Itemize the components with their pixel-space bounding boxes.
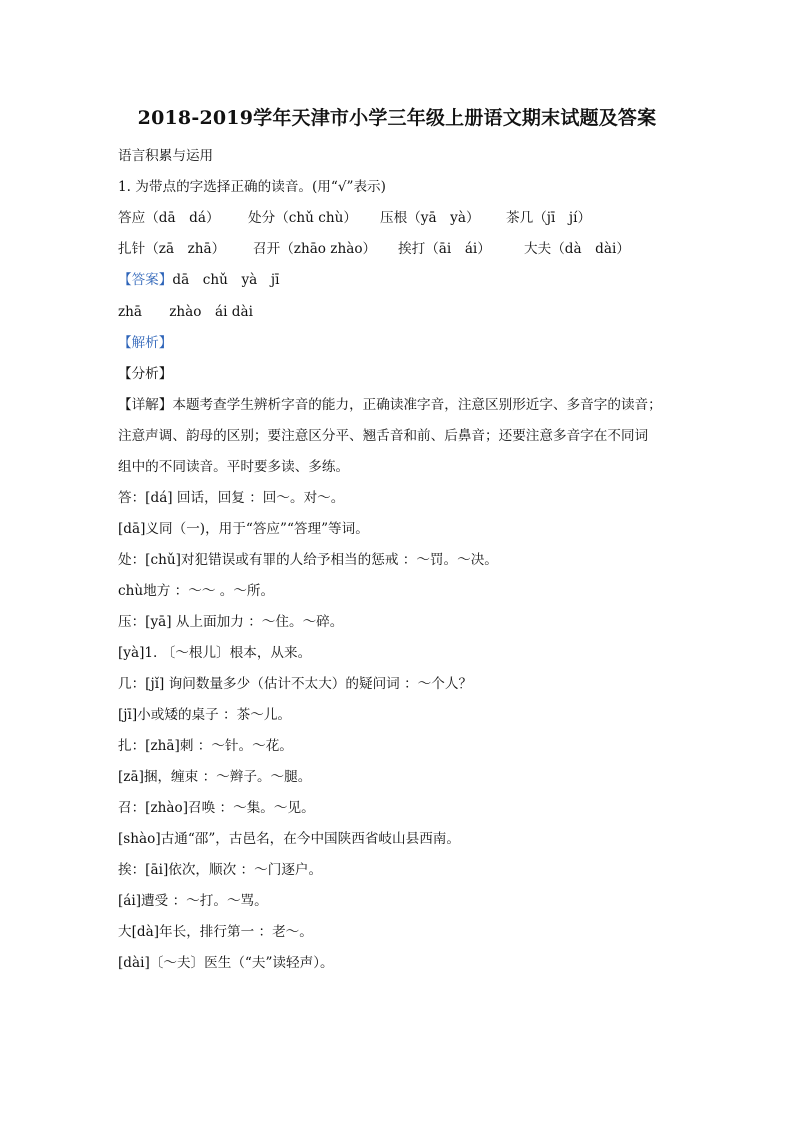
answer-label: 【答案】 [118, 272, 173, 288]
explanation-line: 召：[zhào]召唤 ：～集。～见。 [118, 800, 315, 816]
option-item: 答应（dā dá） [118, 210, 220, 226]
explanation-line: 答：[dá] 回话，回复 ：回～。对～。 [118, 490, 345, 506]
explanation-line: 几：[jǐ] 询问数量多少（估计不太大）的疑问词 ：～个人？ [118, 676, 473, 692]
explanation-line: [jī]小或矮的桌子 ：茶～儿。 [118, 707, 292, 723]
explanation-line: 扎：[zhā]刺 ：～针。～花。 [118, 738, 293, 754]
explanation-line: 大[dà]年长，排行第一 ：老～。 [118, 924, 313, 940]
explanation-line: chù地方 ：～～ 。～所。 [118, 583, 275, 599]
detail-line-1: 【详解】本题考查学生辨析字音的能力，正确读准字音，注意区别形近字、多音字的读音； [118, 397, 662, 413]
option-item: 处分（chǔ chù） [248, 210, 357, 226]
detail-label: 【详解】 [118, 397, 173, 413]
options-row-2 [118, 239, 630, 259]
document-title: 2018-2019学年天津市小学三年级上册语文期末试题及答案 [137, 107, 657, 129]
option-item: 压根（yā yà） [380, 210, 480, 226]
analysis-label: 【解析】 [118, 335, 173, 351]
section-heading: 语言积累与运用 [118, 148, 214, 164]
explanation-line: 压：[yā] 从上面加力 ：～住。～碎。 [118, 614, 344, 630]
detail-line-2: 注意声调、韵母的区别；要注意区分平、翘舌音和前、后鼻音；还要注意多音字在不同词 [118, 428, 649, 444]
options-row-1 [118, 208, 591, 228]
answer-line-2: zhā zhào ái dài [118, 304, 253, 320]
explanation-line: 处：[chǔ]对犯错误或有罪的人给予相当的惩戒 ：～罚。～决。 [118, 552, 498, 568]
option-item: 茶几（jī jí） [506, 210, 592, 226]
explanation-line: [shào]古通“邵”，古邑名，在今中国陕西省岐山县西南。 [118, 831, 460, 847]
option-item: 挨打（āi ái） [398, 241, 491, 257]
answer-line-1: 【答案】dā chǔ yà jī [118, 272, 280, 288]
option-item: 召开（zhāo zhào） [253, 241, 377, 257]
option-item: 大夫（dà dài） [524, 241, 630, 257]
explanation-line: [ái]遭受 ：～打。～骂。 [118, 893, 268, 909]
question-1: 1. 为带点的字选择正确的读音。(用“√”表示) [118, 179, 386, 195]
option-item: 扎针（zā zhā） [118, 241, 226, 257]
fenxi-label: 【分析】 [118, 366, 173, 382]
detail-line-3: 组中的不同读音。平时要多读、多练。 [118, 459, 350, 475]
explanation-line: [dài]〔～夫〕医生（“夫”读轻声）。 [118, 955, 334, 971]
explanation-line: [dā]义同（一)，用于“答应”“答理”等词。 [118, 521, 369, 537]
explanation-line: 挨：[āi]依次，顺次 ：～门逐户。 [118, 862, 323, 878]
explanation-line: [zā]捆，缠束 ：～辫子。～腿。 [118, 769, 312, 785]
explanation-line: [yà]1. 〔～根儿〕根本，从来。 [118, 645, 312, 661]
